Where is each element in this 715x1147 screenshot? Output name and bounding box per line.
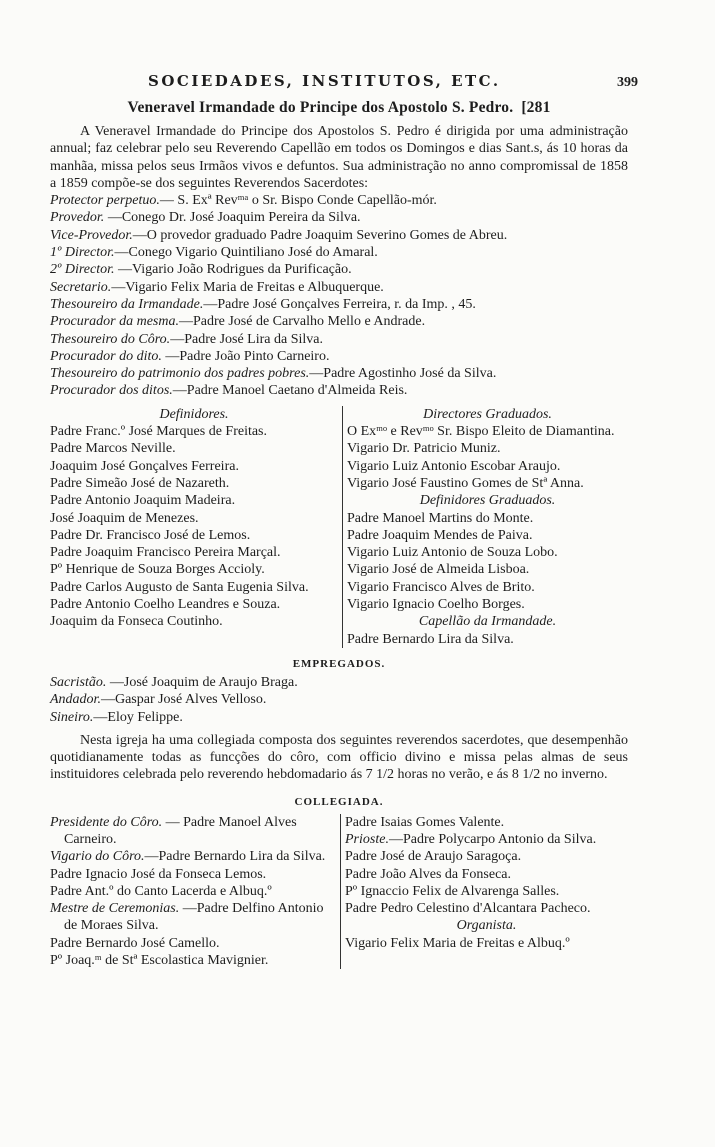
officer-role: Thesoureiro do Côro. (50, 331, 171, 347)
definidor-graduado-item: Padre Joaquim Mendes de Paiva. (347, 527, 533, 543)
running-header (50, 72, 638, 98)
collegiada-intro-paragraph: Nesta igreja ha uma collegiada composta dos seguintes reverendos sacerdotes, que desempenhão quotidianamente todas as funcções do côro, com officio divino e missa pelas almas de seus instituidores celebrada pelo reverendo hebdomadario ás 7 1/2 horas no verão, e ás 8 1/2 no inverno. (50, 732, 628, 783)
definidor-item: Padre Antonio Joaquim Madeira. (50, 493, 236, 509)
empregado-text: —Eloy Felippe. (93, 709, 183, 725)
officer-text: —Padre João Pinto Carneiro. (161, 348, 330, 364)
definidor-item: Joaquim da Fonseca Coutinho. (50, 614, 223, 630)
officers-list (50, 192, 628, 400)
definidor-item: Padre Franc.º José Marques de Freitas. (50, 424, 268, 440)
empregado-role: Sineiro. (50, 709, 94, 725)
collegiada-role: Presidente do Côro. (50, 814, 163, 830)
definidor-graduado-item: Vigario Luiz Antonio de Souza Lobo. (347, 545, 558, 561)
officer-text: —Padre José Lira da Silva. (170, 331, 323, 347)
definidor-item: Pº Henrique de Souza Borges Accioly. (50, 562, 265, 578)
definidor-graduado-item: Padre Manoel Martins do Monte. (347, 510, 534, 526)
empregado-role: Andador. (50, 692, 101, 708)
officer-text: —Padre Manoel Caetano d'Almeida Reis. (172, 383, 408, 399)
officer-role: Protector perpetuo. (50, 193, 160, 209)
collegiada-item (345, 831, 628, 848)
organista-name: Vigario Felix Maria de Freitas e Albuq.º (345, 935, 570, 951)
officer-text: —Conego Dr. José Joaquim Pereira da Silva. (104, 210, 361, 226)
collegiada-item (50, 900, 336, 935)
collegiada-item: Padre Isaias Gomes Valente. (345, 814, 505, 830)
collegiada-item (50, 814, 336, 849)
capellao-heading: Capellão da Irmandade. (418, 614, 557, 630)
officer-text: —Padre Agostinho José da Silva. (309, 366, 497, 382)
definidor-item: Padre Antonio Coelho Leandres e Souza. (50, 597, 281, 613)
definidor-graduado-item: Vigario Ignacio Coelho Borges. (347, 597, 525, 613)
officer-text: — S. Exª Revᵐᵃ o Sr. Bispo Conde Capellão-mór. (159, 193, 437, 209)
collegiada-columns (50, 814, 628, 970)
officer-role: Procurador do dito. (50, 348, 162, 364)
officer-line (50, 279, 628, 296)
collegiada-item: Padre João Alves da Fonseca. (345, 866, 512, 882)
director-item: Vigario Dr. Patricio Muniz. (347, 441, 501, 457)
definidores-heading: Definidores. (159, 406, 229, 422)
empregado-role: Sacristão. (50, 674, 107, 690)
collegiada-item: Padre Ant.º do Canto Lacerda e Albuq.º (50, 883, 272, 899)
officer-text: —Padre José de Carvalho Mello e Andrade. (178, 314, 426, 330)
empregado-line (50, 691, 628, 708)
collegiada-item: Padre José de Araujo Saragoça. (345, 849, 522, 865)
director-item: Vigario Luiz Antonio Escobar Araujo. (347, 458, 561, 474)
officer-text: —Vigario João Rodrigues da Purificação. (114, 262, 352, 278)
empregado-text: —Gaspar José Alves Velloso. (100, 692, 267, 708)
intro-paragraph: A Veneravel Irmandade do Principe dos Apostolos S. Pedro é dirigida por uma administração annual; faz celebrar pelo seu Reverendo Capellão em todos os Domingos e dias Sant.s, ás 10 horas da manhãa, missa pelos seus Irmãos vivos e defuntos. Sua administração no anno compromissal de 1858 a 1859 compõe-se dos seguintes Reverendos Sacerdotes: (50, 124, 628, 191)
collegiada-item: Pº Joaq.ᵐ de Stª Escolastica Mavignier. (50, 953, 269, 969)
officer-text: —Padre José Gonçalves Ferreira, r. da Imp. , 45. (203, 296, 476, 312)
page-number: 399 (617, 75, 638, 90)
empregado-line (50, 709, 628, 726)
officer-role: 1º Director. (50, 245, 115, 261)
officer-role: Procurador da mesma. (50, 314, 179, 330)
officer-text: —Conego Vigario Quintiliano José do Amaral. (114, 245, 378, 261)
definidor-graduado-item: Vigario José de Almeida Lisboa. (347, 562, 530, 578)
empregados-heading: EMPREGADOS. (292, 657, 386, 670)
section-number: [281 (521, 99, 551, 116)
section-title (50, 99, 628, 117)
officer-role: Thesoureiro da Irmandade. (50, 296, 204, 312)
director-item: O Exᵐᵒ e Revᵐᵒ Sr. Bispo Eleito de Diamantina. (347, 424, 615, 440)
empregados-list (50, 674, 628, 726)
collegiada-item: Padre Pedro Celestino d'Alcantara Pacheco. (345, 901, 591, 917)
collegiada-role: Vigario do Côro. (50, 849, 145, 865)
officer-role: Secretario. (50, 279, 112, 295)
collegiada-text: —Padre Bernardo Lira da Silva. (144, 849, 326, 865)
collegiada-item: Padre Bernardo José Camello. (50, 935, 220, 951)
officer-line (50, 209, 628, 226)
officer-text: —Vigario Felix Maria de Freitas e Albuquerque. (111, 279, 384, 295)
definidor-item: Padre Simeão José de Nazareth. (50, 475, 230, 491)
collegiada-right-column (340, 814, 628, 970)
collegiada-item (50, 848, 336, 865)
officer-line (50, 365, 628, 382)
definidor-graduado-item: Vigario Francisco Alves de Brito. (347, 579, 535, 595)
officer-role: Provedor. (50, 210, 105, 226)
officer-line (50, 261, 628, 278)
collegiada-item: Pº Ignaccio Felix de Alvarenga Salles. (345, 883, 560, 899)
definidor-item: José Joaquim de Menezes. (50, 510, 199, 526)
officer-role: Thesoureiro do patrimonio dos padres pobres. (50, 366, 310, 382)
officer-line (50, 227, 628, 244)
collegiada-text: — Padre Manoel Alves Carneiro. (64, 814, 297, 847)
definidor-item: Padre Carlos Augusto de Santa Eugenia Silva. (50, 579, 309, 595)
collegiada-left-column (50, 814, 340, 970)
section-title-text: Veneravel Irmandade do Principe dos Apostolo S. Pedro. (127, 99, 514, 116)
directores-heading: Directores Graduados. (423, 406, 552, 422)
officer-role: Procurador dos ditos. (50, 383, 173, 399)
empregado-line (50, 674, 628, 691)
director-item: Vigario José Faustino Gomes de Stª Anna. (347, 475, 584, 491)
officer-line (50, 313, 628, 330)
definidores-graduados-heading: Definidores Graduados. (419, 493, 556, 509)
collegiada-text: —Padre Polycarpo Antonio da Silva. (388, 831, 597, 847)
organista-heading: Organista. (456, 918, 517, 934)
definidores-column (50, 406, 342, 648)
collegiada-item: Padre Ignacio José da Fonseca Lemos. (50, 866, 267, 882)
directores-column (342, 406, 628, 648)
officer-line (50, 192, 628, 209)
officer-line (50, 331, 628, 348)
officer-text: —O provedor graduado Padre Joaquim Severino Gomes de Abreu. (132, 227, 508, 243)
capellao-name: Padre Bernardo Lira da Silva. (347, 631, 514, 647)
officer-line (50, 296, 628, 313)
officer-line (50, 348, 628, 365)
definidor-item: Padre Dr. Francisco José de Lemos. (50, 527, 251, 543)
collegiada-heading: COLLEGIADA. (294, 795, 384, 808)
empregado-text: —José Joaquim de Araujo Braga. (106, 674, 298, 690)
collegiada-role: Prioste. (345, 831, 389, 847)
collegiada-text: —Padre Delfino Antonio de Moraes Silva. (64, 901, 324, 934)
definidor-item: Joaquim José Gonçalves Ferreira. (50, 458, 239, 474)
officer-role: Vice-Provedor. (50, 227, 133, 243)
definidor-item: Padre Marcos Neville. (50, 441, 176, 457)
officer-line (50, 382, 628, 399)
officer-line (50, 244, 628, 261)
running-title: SOCIEDADES, INSTITUTOS, ETC. (148, 72, 501, 90)
document-page (50, 72, 638, 969)
collegiada-role: Mestre de Ceremonias. (50, 901, 180, 917)
definidores-directores-columns (50, 406, 628, 648)
officer-role: 2º Director. (50, 262, 115, 278)
definidor-item: Padre Joaquim Francisco Pereira Marçal. (50, 545, 281, 561)
